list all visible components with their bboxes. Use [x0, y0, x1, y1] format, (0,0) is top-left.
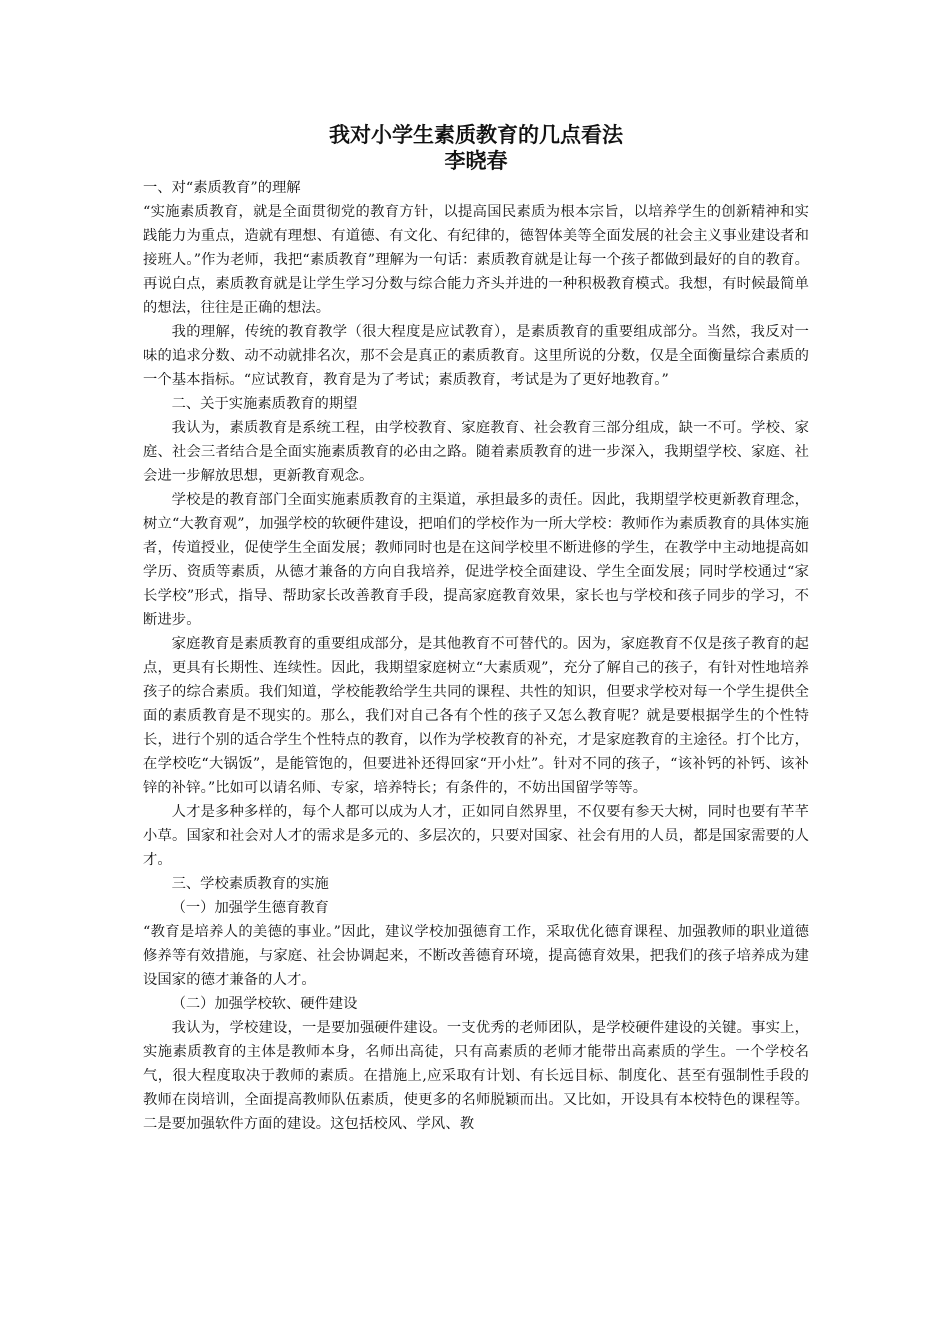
document-title: 我对小学生素质教育的几点看法 — [329, 122, 623, 147]
paragraph-5: 家庭教育是素质教育的重要组成部分，是其他教育不可替代的。因为，家庭教育不仅是孩子教育的起点，更具有长期性、连续性。因此，我期望家庭树立“大素质观”，充分了解自己的孩子，有针对性地培养孩子的综合素质。我们知道，学校能教给学生共同的课程、共性的知识，但要求学校对每一个学生提供全面的素质教育是不现实的。那么，我们对自己各有个性的孩子又怎么教育呢？就是要根据学生的个性特长，进行个别的适合学生个性特点的教育，以作为学校教育的补充，才是家庭教育的主途径。打个比方，在学校吃“大锅饭”，是能管饱的，但要进补还得回家“开小灶”。针对不同的孩子，“该补钙的补钙、该补锌的补锌。”比如可以请名师、专家，培养特长；有条件的，不妨出国留学等等。 — [143, 636, 809, 796]
paragraph-4: 学校是的教育部门全面实施素质教育的主渠道，承担最多的责任。因此，我期望学校更新教育理念，树立“大教育观”，加强学校的软硬件建设，把咱们的学校作为一所大学校：教师作为素质教育的具体实施者，传道授业，促使学生全面发展；教师同时也是在这间学校里不断进修的学生，在教学中主动地提高如学历、资质等素质，从德才兼备的方向自我培养，促进学校全面建设、学生全面发展；同时学校通过“家长学校”形式，指导、帮助家长改善教育手段，提高家庭教育效果，家长也与学校和孩子同步的学习，不断进步。 — [143, 492, 809, 628]
paragraph-1: “实施素质教育，就是全面贯彻党的教育方针，以提高国民素质为根本宗旨，以培养学生的创新精神和实践能力为重点，造就有理想、有道德、有文化、有纪律的，德智体美等全面发展的社会主义事业建设者和接班人。”作为老师，我把“素质教育”理解为一句话：素质教育就是让每一个孩子都做到最好的自的教育。再说白点，素质教育就是让学生学习分数与综合能力齐头并进的一种积极教育模式。我想，有时候最简单的想法，往往是正确的想法。 — [143, 204, 809, 316]
section-heading-1: 一、对“素质教育”的理解 — [143, 180, 301, 196]
section-heading-2: 二、关于实施素质教育的期望 — [171, 396, 358, 412]
subsection-heading-2: （二）加强学校软、硬件建设 — [171, 996, 358, 1012]
subsection-heading-1: （一）加强学生德育教育 — [171, 900, 329, 916]
section-heading-3: 三、学校素质教育的实施 — [171, 876, 329, 892]
paragraph-2: 我的理解，传统的教育教学（很大程度是应试教育），是素质教育的重要组成部分。当然，我反对一味的追求分数、动不动就排名次，那不会是真正的素质教育。这里所说的分数，仅是全面衡量综合素质的一个基本指标。“应试教育，教育是为了考试；素质教育，考试是为了更好地教育。” — [143, 324, 809, 388]
document-author: 李晓春 — [444, 148, 508, 173]
document-page — [143, 122, 809, 1136]
paragraph-7: “教育是培养人的美德的事业。”因此，建议学校加强德育工作，采取优化德育课程、加强教师的职业道德修养等有效措施，与家庭、社会协调起来，不断改善德育环境，提高德育效果，把我们的孩子培养成为建设国家的德才兼备的人才。 — [143, 924, 809, 988]
paragraph-8: 我认为，学校建设，一是要加强硬件建设。一支优秀的老师团队，是学校硬件建设的关键。事实上，实施素质教育的主体是教师本身，名师出高徒，只有高素质的老师才能带出高素质的学生。一个学校名气，很大程度取决于教师的素质。在措施上,应采取有计划、有长远目标、制度化、甚至有强制性手段的教师在岗培训，全面提高教师队伍素质，使更多的名师脱颖而出。又比如，开设具有本校特色的课程等。二是要加强软件方面的建设。这包括校风、学风、教 — [143, 1020, 809, 1132]
paragraph-3: 我认为，素质教育是系统工程，由学校教育、家庭教育、社会教育三部分组成，缺一不可。学校、家庭、社会三者结合是全面实施素质教育的必由之路。随着素质教育的进一步深入，我期望学校、家庭、社会进一步解放思想，更新教育观念。 — [143, 420, 809, 484]
paragraph-6: 人才是多种多样的，每个人都可以成为人才，正如同自然界里，不仅要有参天大树，同时也要有芊芊小草。国家和社会对人才的需求是多元的、多层次的，只要对国家、社会有用的人员，都是国家需要的人才。 — [143, 804, 809, 868]
